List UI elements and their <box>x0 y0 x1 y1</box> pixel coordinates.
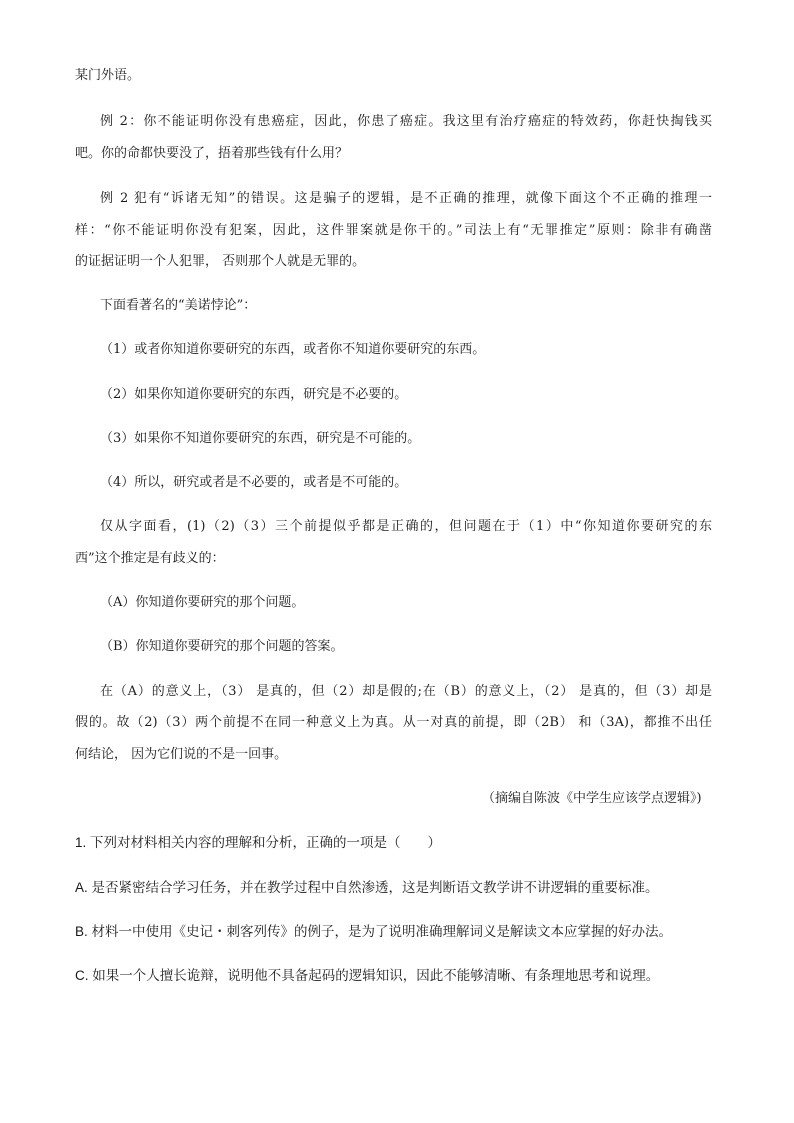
reading-b: （B）你知道你要研究的那个问题的答案。 <box>100 639 344 654</box>
premise-2: （2）如果你知道你要研究的东西，研究是不必要的。 <box>100 387 408 402</box>
option-c[interactable]: C. 如果一个人擅长诡辩，说明他不具备起码的逻辑知识，因此不能够清晰、有条理地思考和说理。 <box>75 968 660 983</box>
option-b[interactable]: B. 材料一中使用《史记・刺客列传》的例子，是为了说明准确理解词义是解读文本应掌握的好办法。 <box>75 924 673 939</box>
passage-line-12: 仅从字面看，(1)（2)（3）三个前提似乎都是正确的，但问题在于（1）中“你知道你要研究的东 <box>100 519 712 534</box>
reading-a: （A）你知道你要研究的那个问题。 <box>100 595 305 610</box>
premise-4: （4）所以，研究或者是不必要的，或者是不可能的。 <box>100 475 408 490</box>
passage-line-7: 下面看著名的“美诺悖论”： <box>100 298 257 313</box>
passage-line-4: 例 2 犯有“诉诸无知”的错误。这是骗子的逻辑，是不正确的推理，就像下面这个不正确的推理一 <box>100 191 712 206</box>
premise-1: （1）或者你知道你要研究的东西，或者你不知道你要研究的东西。 <box>100 342 486 357</box>
passage-line-16: 在（A）的意义上，（3） 是真的，但（2）却是假的;在（B）的意义上，（2） 是真的，但（3）却是 <box>100 684 712 699</box>
passage-line-18: 何结论， 因为它们说的不是一回事。 <box>75 747 288 762</box>
option-a[interactable]: A. 是否紧密结合学习任务，并在教学过程中自然渗透，这是判断语文教学讲不讲逻辑的重要标准。 <box>75 880 659 895</box>
passage-line-13: 西”这个推定是有歧义的： <box>75 551 225 566</box>
passage-line-17: 假的。故（2)（3）两个前提不在同一种意义上为真。从一对真的前提，即（2B） 和（3A)，都推不出任 <box>75 715 712 730</box>
passage-line-1: 某门外语。 <box>75 68 141 83</box>
passage-line-3: 吧。你的命都快要没了，捂着那些钱有什么用？ <box>75 146 349 161</box>
source-citation: （摘编自陈波《中学生应该学点逻辑》) <box>482 791 702 806</box>
passage-line-2: 例 2：你不能证明你没有患癌症，因此，你患了癌症。我这里有治疗癌症的特效药，你赶快掏钱买 <box>100 114 712 129</box>
premise-3: （3）如果你不知道你要研究的东西，研究是不可能的。 <box>100 431 421 446</box>
question-stem: 1. 下列对材料相关内容的理解和分析，正确的一项是（ ） <box>75 835 442 850</box>
passage-line-6: 的证据证明一个人犯罪， 否则那个人就是无罪的。 <box>75 254 366 269</box>
passage-line-5: 样：“你不能证明你没有犯案，因此，这件罪案就是你干的。”司法上有“无罪推定”原则：除非有确凿 <box>75 223 712 238</box>
